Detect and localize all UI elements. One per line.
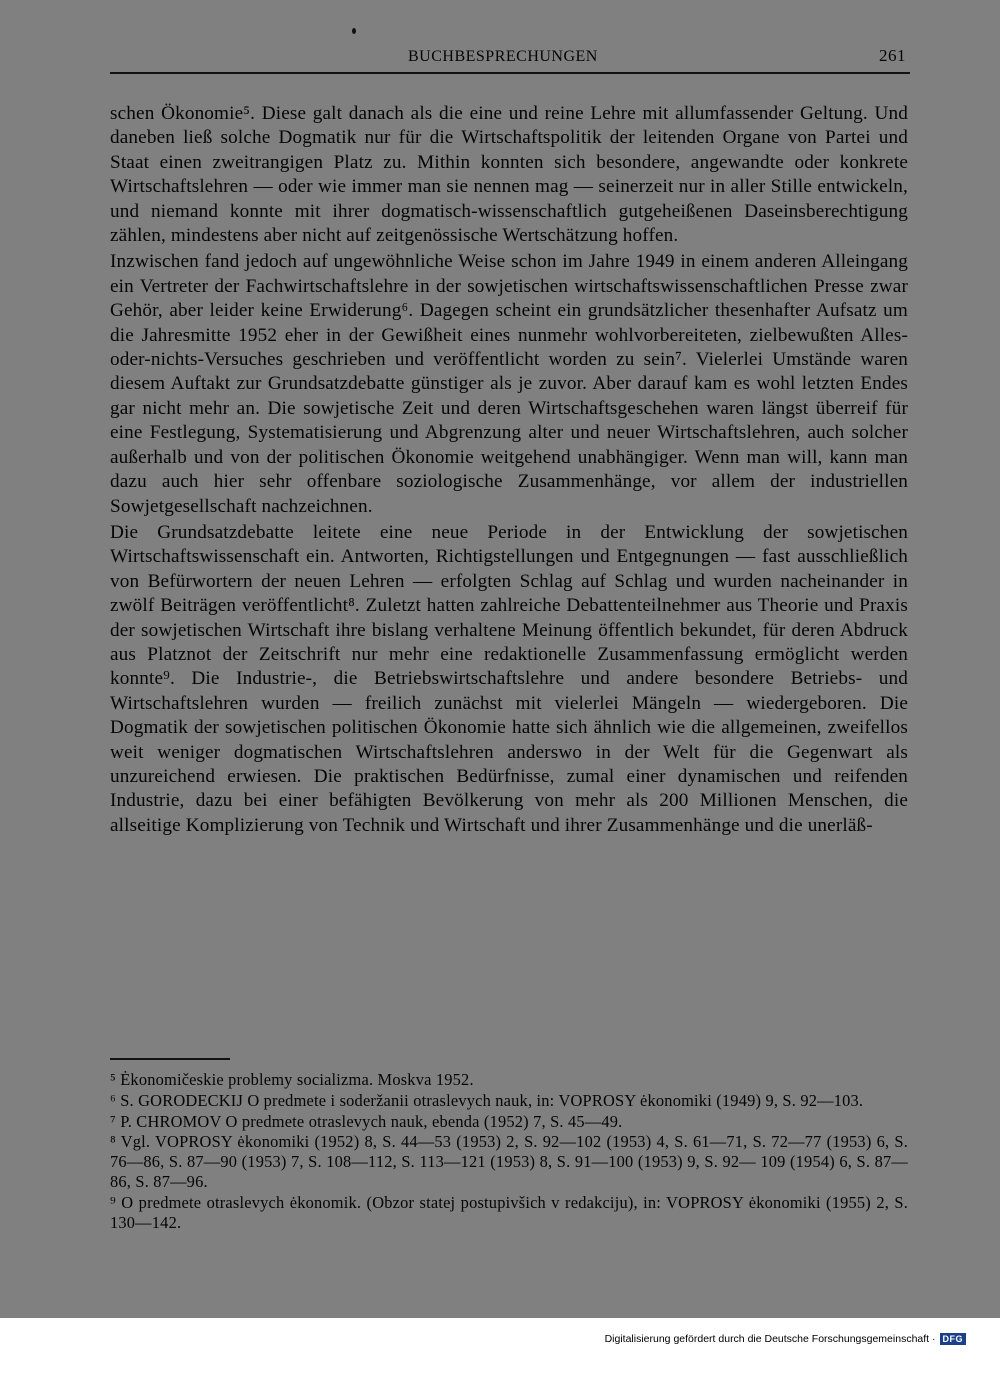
- footnote: ⁸ Vgl. VOPROSY ėkonomiki (1952) 8, S. 44—53 (1953) 2, S. 92—102 (1953) 4, S. 61—71, S. 72—77 (1953) 6, S. 76—86, S. 87—90 (1953) 7, S. 108—112, S. 113—121 (1953) 8, S. 91—100 (1953) 9, S. 92— 109 (1954) 6, S. 87—86, S. 87—96.: [110, 1132, 908, 1191]
- dfg-logo: DFG: [940, 1333, 967, 1345]
- footnote: ⁷ P. CHROMOV O predmete otraslevych nauk, ebenda (1952) 7, S. 45—49.: [110, 1111, 623, 1131]
- footnote-rule: [110, 1058, 230, 1060]
- running-head: BUCHBESPRECHUNGEN: [408, 48, 598, 65]
- body-text: [110, 102, 908, 840]
- footnote: ⁹ O predmete otraslevych ėkonomik. (Obzor statej postupivšich v redakciju), in: VOPROSY ėkonomiki (1955) 2, S. 130—142.: [110, 1192, 908, 1232]
- paragraph: schen Ökonomie⁵. Diese galt danach als die eine und reine Lehre mit allumfassender Geltung. Und daneben ließ solche Dogmatik nur für die Wirtschaftspolitik der leitenden Organe von Partei und Staat einen zweitrangigen Platz zu. Mithin konnten sich besondere, angewandte oder konkrete Wirtschaftslehren — oder wie immer man sie nennen mag — seinerzeit nur in aller Stille entwickeln, und niemand konnte mit ihrer dogmatisch-wissenschaftlich gutgeheißenen Daseinsberechtigung zählen, mindestens aber nicht auf zeitgenössische Wertschätzung hoffen.: [110, 103, 908, 247]
- ink-dot: [352, 28, 356, 34]
- page-header: [110, 46, 908, 72]
- digitization-footer: [605, 1333, 966, 1345]
- header-rule: [110, 72, 910, 74]
- paragraph: Die Grundsatzdebatte leitete eine neue Periode in der Entwicklung der sowjetischen Wirtschaftswissenschaft ein. Antworten, Richtigstellungen und Entgegnungen — fast ausschließlich von Befürwortern der neuen Lehren — erfolgten Schlag auf Schlag und wurden nacheinander in zwölf Beiträgen veröffentlicht⁸. Zuletzt hatten zahlreiche Debattenteilnehmer aus Theorie und Praxis der sowjetischen Wirtschaft ihre bislang verhaltene Meinung öffentlich bekundet, für deren Abdruck aus Platznot der Zeitschrift nur mehr eine redaktionelle Zusammenfassung ermöglicht werden konnte⁹. Die Industrie-, die Betriebswirtschaftslehre und andere besondere Betriebs- und Wirtschaftslehren wurden — freilich zunächst mit vielerlei Mängeln — wiedergeboren. Die Dogmatik der sowjetischen politischen Ökonomie hatte sich ähnlich wie die allgemeinen, zweifellos weit weniger dogmatischen Wirtschaftslehren anderswo in der Welt für die Gegenwart als unzureichend erwiesen. Die praktischen Bedürfnisse, zumal einer dynamischen und reifenden Industrie, dazu bei einer befähigten Bevölkerung von mehr als 200 Millionen Menschen, die allseitige Komplizierung von Technik und Wirtschaft und ihrer Zusammenhänge und die unerläß-: [110, 521, 908, 836]
- footnote: ⁶ S. GORODECKIJ O predmete i soderžanii otraslevych nauk, in: VOPROSY ėkonomiki (1949) 9, S. 92—103.: [110, 1090, 864, 1110]
- footnotes: [110, 1070, 908, 1233]
- page-number: 261: [879, 46, 906, 65]
- footnote: ⁵ Ėkonomičeskie problemy socializma. Moskva 1952.: [110, 1070, 474, 1089]
- footer-text: Digitalisierung gefördert durch die Deutsche Forschungsgemeinschaft ·: [604, 1333, 936, 1345]
- paragraph: Inzwischen fand jedoch auf ungewöhnliche Weise schon im Jahre 1949 in einem anderen Alleingang ein Vertreter der Fachwirtschaftslehre in der sowjetischen wirtschaftswissenschaftlichen Presse zwar Gehör, aber leider keine Erwiderung⁶. Dagegen scheint ein grundsätzlicher thesenhafter Aufsatz um die Jahresmitte 1952 eher in der Gewißheit eines nunmehr wohlvorbereiteten, zielbewußten Alles-oder-nichts-Versuches geschrieben und veröffentlicht worden zu sein⁷. Vielerlei Umstände waren diesem Auftakt zur Grundsatzdebatte günstiger als je zuvor. Aber darauf kam es wohl letzten Endes gar nicht mehr an. Die sowjetische Zeit und deren Wirtschaftsgeschehen waren längst überreif für eine Festlegung, Systematisierung und Abgrenzung alter und neuer Wirtschaftslehren, auch solcher außerhalb und von der politischen Ökonomie weitgehend unabhängiger. Wenn man will, kann man dazu auch hier sehr offenbare soziologische Zusammenhänge, vor allem der industriellen Sowjetgesellschaft nachzeichnen.: [110, 251, 908, 517]
